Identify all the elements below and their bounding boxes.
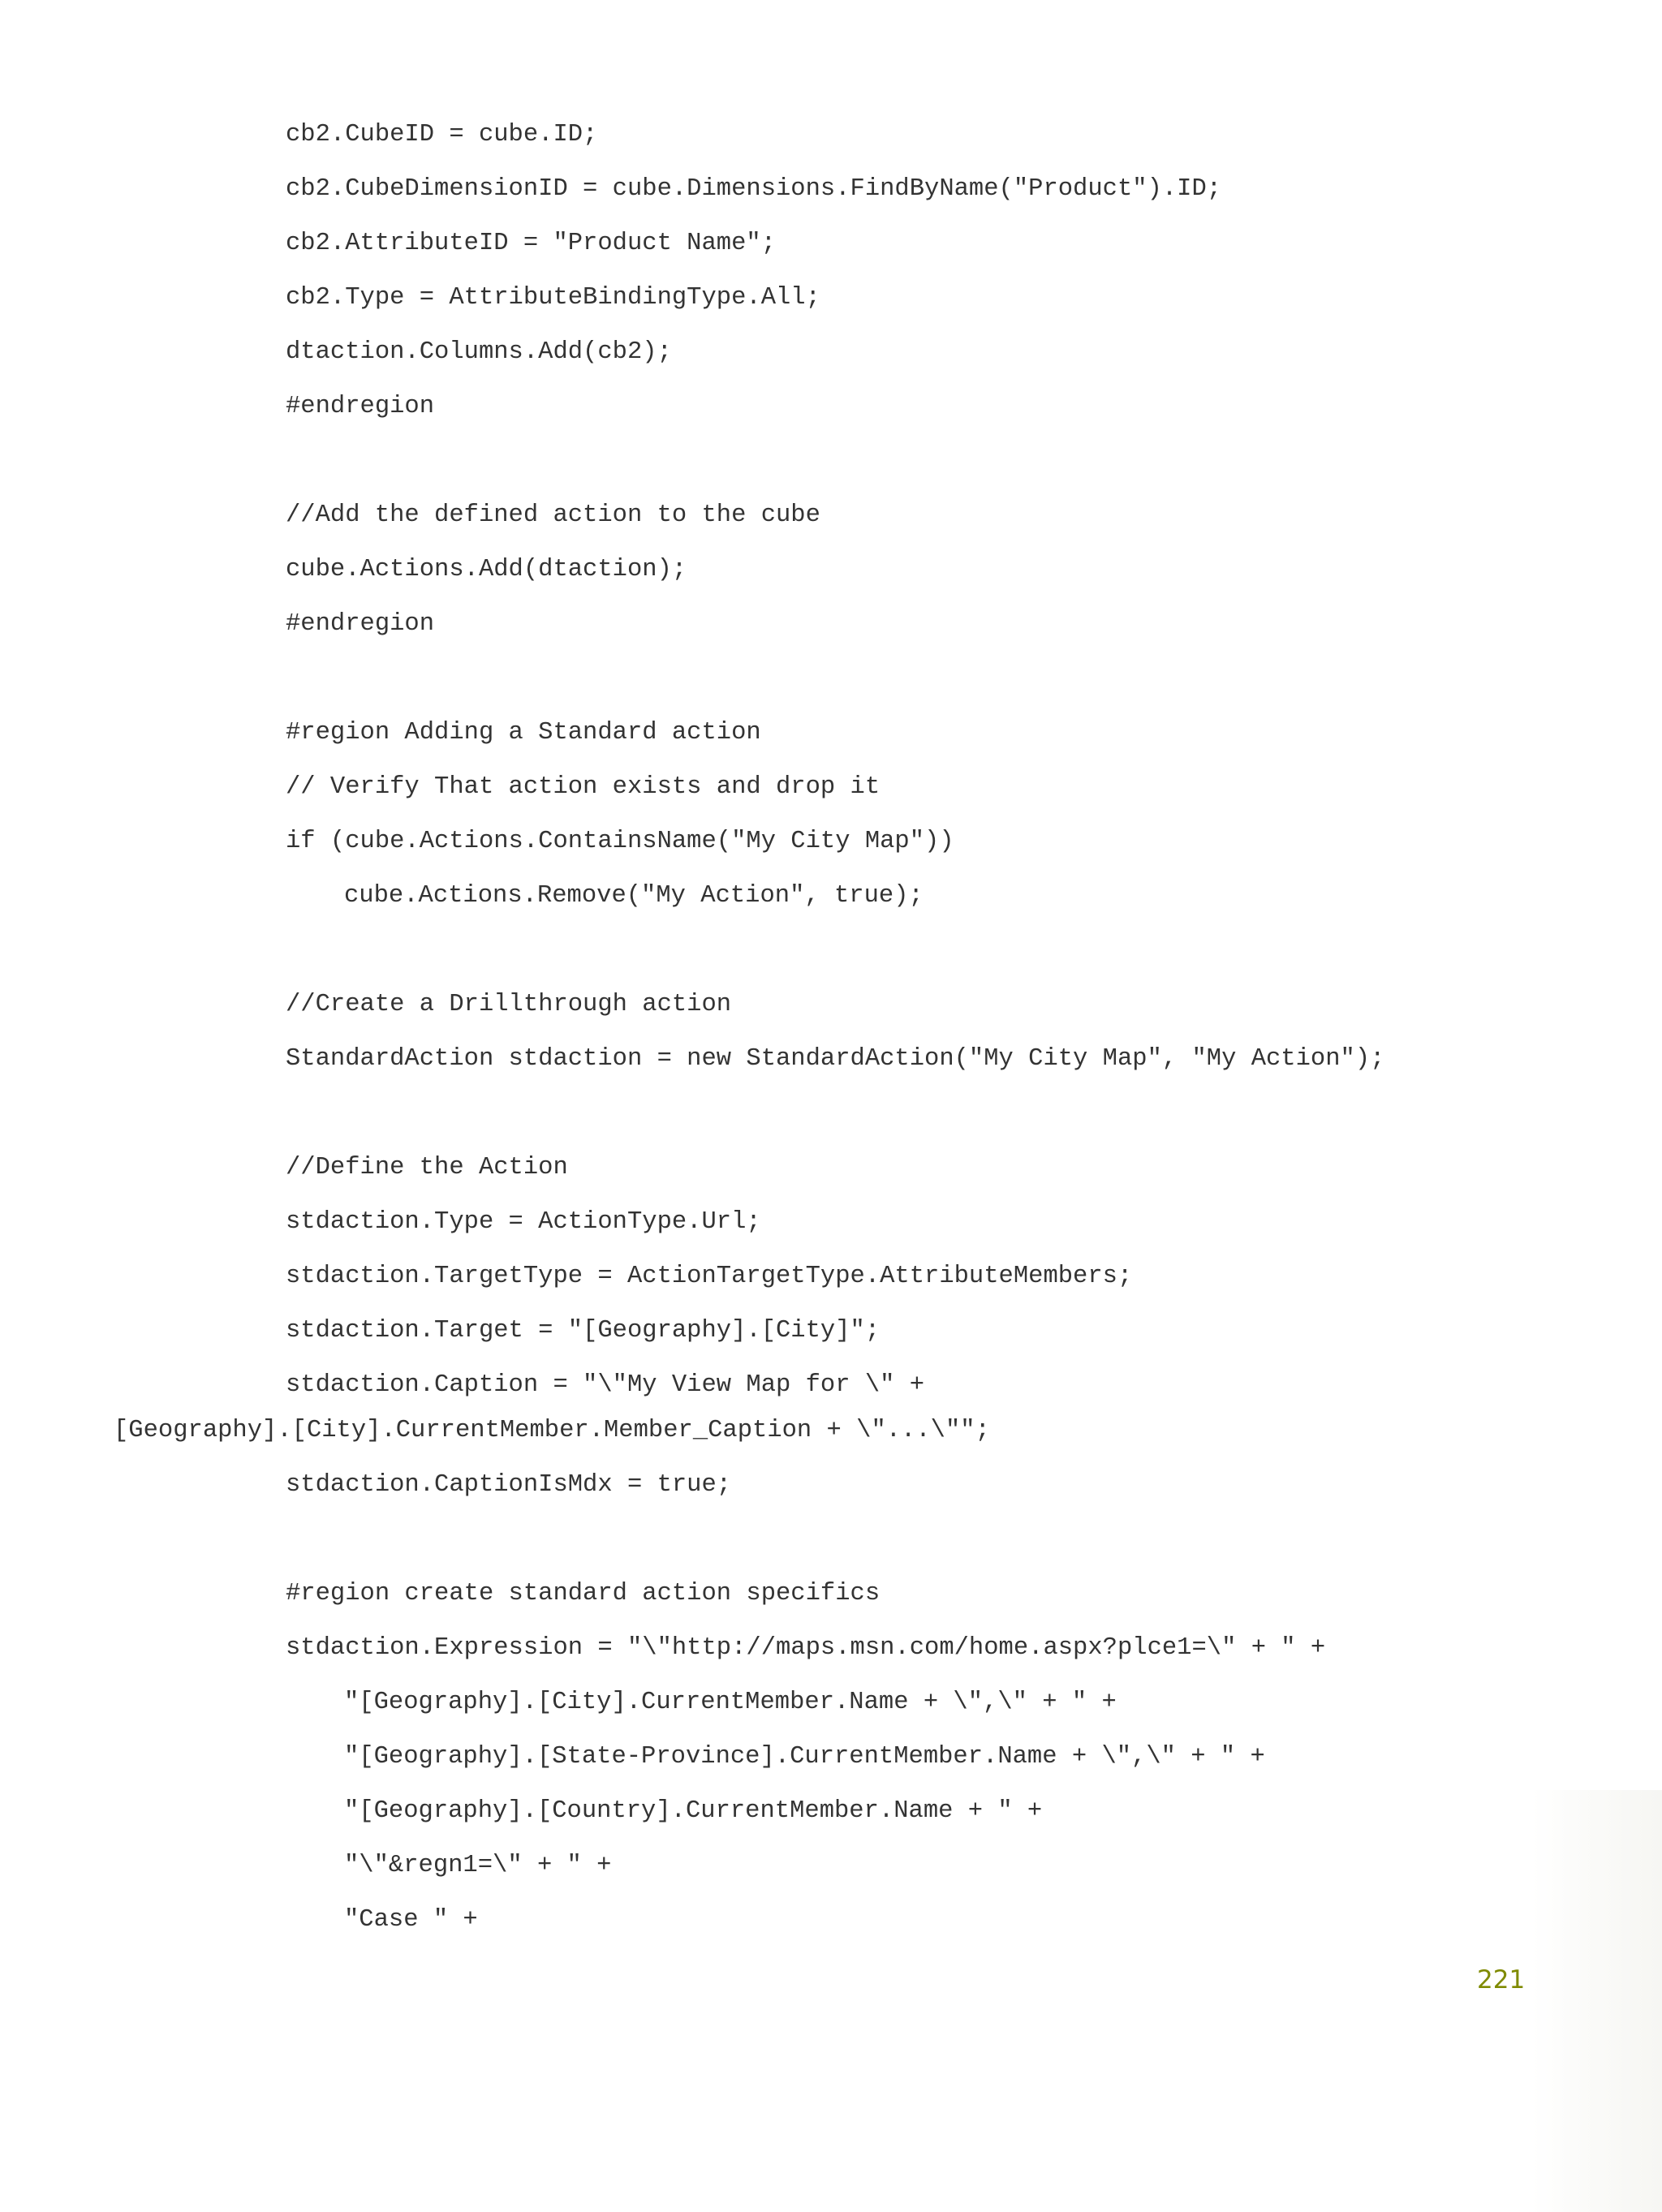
code-line: #region Adding a Standard action [286, 719, 761, 747]
code-line: cube.Actions.Remove("My Action", true); [344, 882, 924, 910]
code-line: stdaction.TargetType = ActionTargetType.AttributeMembers; [286, 1263, 1133, 1290]
code-line: cb2.AttributeID = "Product Name"; [286, 230, 776, 257]
code-line: cb2.Type = AttributeBindingType.All; [286, 284, 820, 312]
code-line: stdaction.Expression = "\"http://maps.msn.com/home.aspx?plce1=\" + " + [286, 1634, 1326, 1662]
code-comment: //Create a Drillthrough action [286, 991, 732, 1018]
code-comment: //Define the Action [286, 1154, 568, 1181]
code-line: #endregion [286, 610, 435, 638]
code-line: cube.Actions.Add(dtaction); [286, 556, 687, 583]
page-number: 221 [1477, 1965, 1526, 1995]
code-line: #region create standard action specifics [286, 1580, 881, 1607]
code-line: "\"&regn1=\" + " + [344, 1852, 612, 1879]
code-line: cb2.CubeDimensionID = cube.Dimensions.FindByName("Product").ID; [286, 175, 1222, 203]
code-line: stdaction.CaptionIsMdx = true; [286, 1471, 732, 1499]
code-comment: // Verify That action exists and drop it [286, 773, 881, 801]
page-corner-shading [1532, 1790, 1662, 2212]
code-line: stdaction.Type = ActionType.Url; [286, 1208, 761, 1236]
code-line: "[Geography].[City].CurrentMember.Name + \",\" + " + [344, 1689, 1117, 1716]
code-comment: //Add the defined action to the cube [286, 501, 820, 529]
code-line: stdaction.Target = "[Geography].[City]"; [286, 1317, 881, 1345]
code-line: #endregion [286, 393, 435, 420]
code-line: if (cube.Actions.ContainsName("My City Map")) [286, 828, 954, 855]
code-line: "Case " + [344, 1906, 478, 1934]
code-line-continuation: [Geography].[City].CurrentMember.Member_Caption + \"...\""; [114, 1417, 990, 1444]
code-line: cb2.CubeID = cube.ID; [286, 121, 598, 148]
code-line: "[Geography].[Country].CurrentMember.Name + " + [344, 1797, 1043, 1825]
code-line: StandardAction stdaction = new StandardAction("My City Map", "My Action"); [286, 1045, 1385, 1073]
code-line: dtaction.Columns.Add(cb2); [286, 338, 672, 366]
code-line: "[Geography].[State-Province].CurrentMember.Name + \",\" + " + [344, 1743, 1265, 1771]
code-line: stdaction.Caption = "\"My View Map for \" + [286, 1371, 925, 1399]
